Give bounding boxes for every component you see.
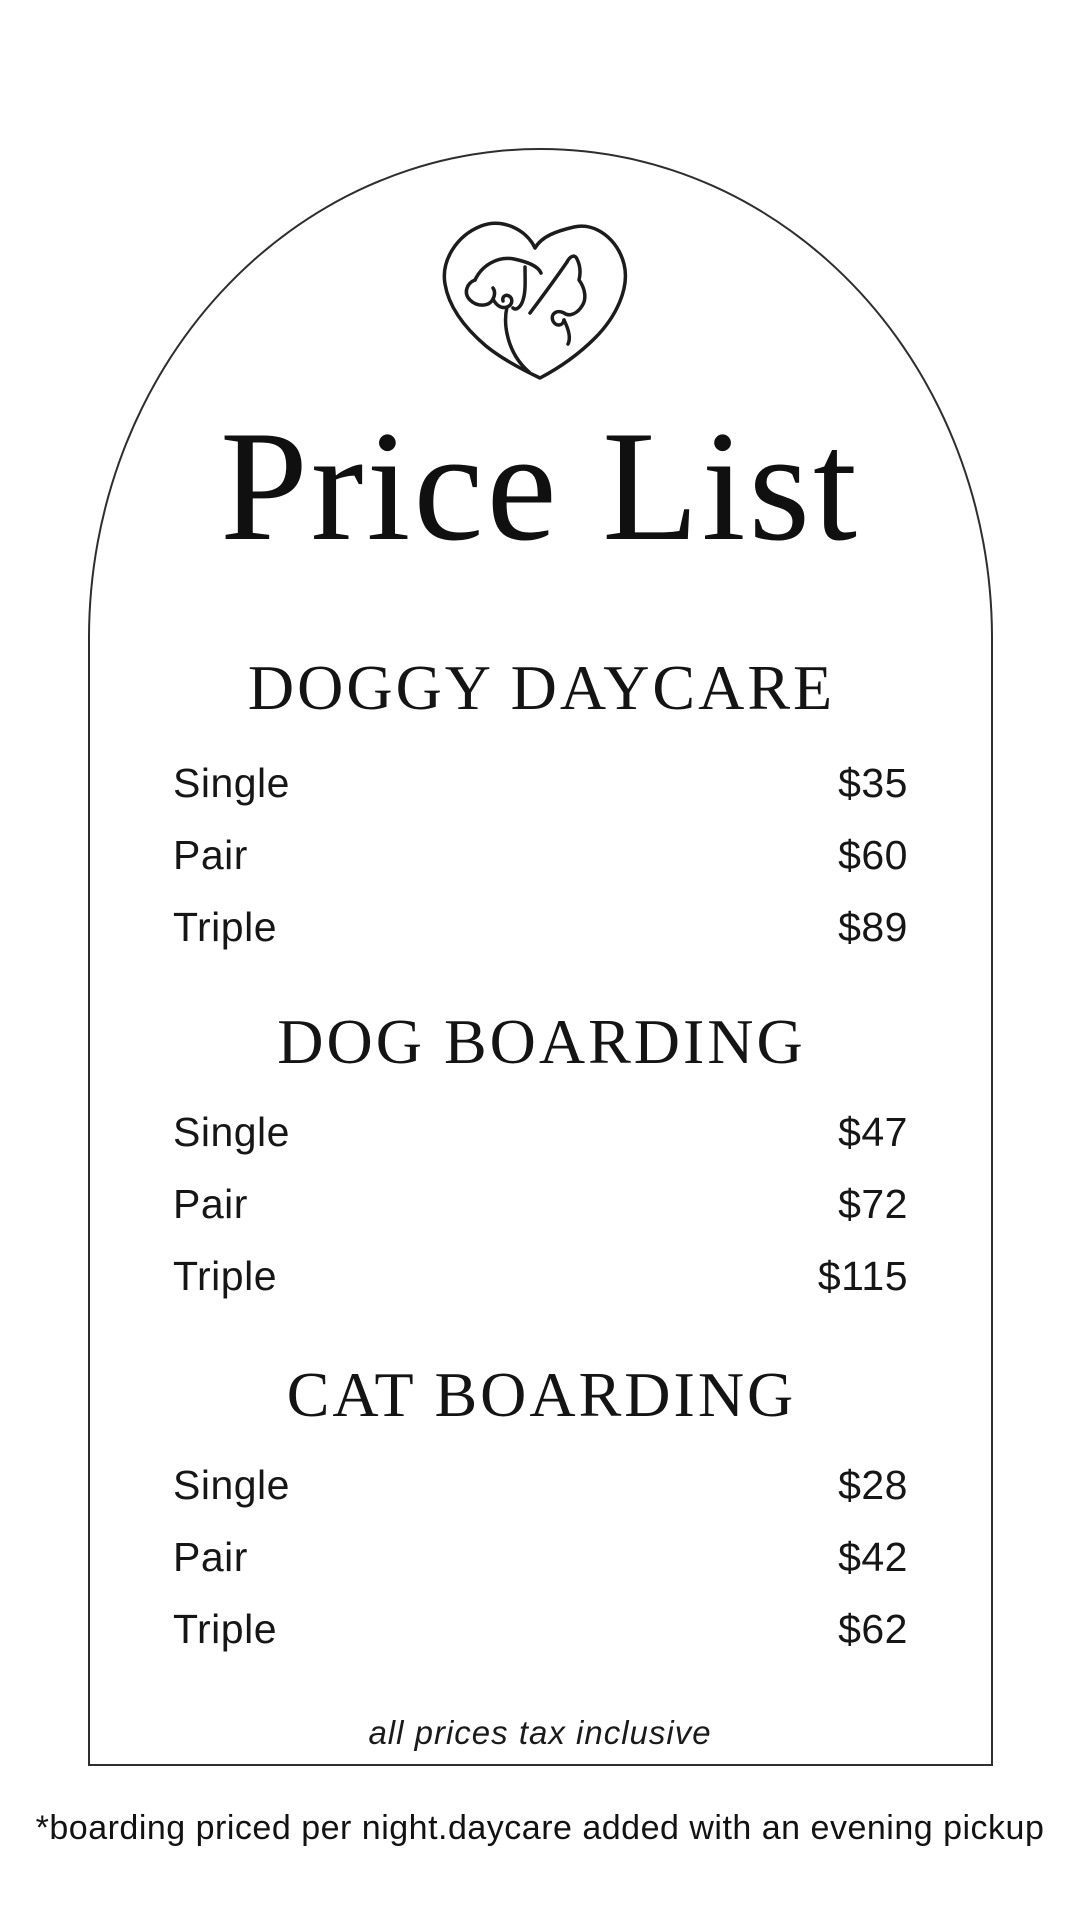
row-price: $28 xyxy=(838,1461,908,1508)
row-price: $47 xyxy=(838,1108,908,1155)
heart-dog-cat-logo-icon xyxy=(430,210,650,395)
row-label: Pair xyxy=(173,1533,248,1580)
row-price: $60 xyxy=(838,831,908,878)
table-row xyxy=(173,1593,908,1665)
row-label: Triple xyxy=(173,1605,277,1652)
row-label: Pair xyxy=(173,1180,248,1227)
table-row xyxy=(173,819,908,891)
row-price: $115 xyxy=(817,1252,908,1299)
section-heading-doggy-daycare: DOGGY DAYCARE xyxy=(247,652,836,723)
row-label: Triple xyxy=(173,1252,277,1299)
row-label: Pair xyxy=(173,831,248,878)
row-price: $42 xyxy=(838,1533,908,1580)
price-table-doggy-daycare xyxy=(173,747,908,963)
row-price: $35 xyxy=(838,759,908,806)
table-row xyxy=(173,1096,908,1168)
price-table-dog-boarding xyxy=(173,1096,908,1312)
table-row xyxy=(173,1521,908,1593)
price-table-cat-boarding xyxy=(173,1449,908,1665)
tax-inclusive-note: all prices tax inclusive xyxy=(368,1714,712,1751)
section-heading-cat-boarding: CAT BOARDING xyxy=(286,1359,797,1430)
boarding-footnote: *boarding priced per night.daycare added with an evening pickup xyxy=(35,1809,1045,1847)
table-row xyxy=(173,1449,908,1521)
row-label: Single xyxy=(173,1461,290,1508)
row-price: $62 xyxy=(838,1605,908,1652)
row-price: $72 xyxy=(838,1180,908,1227)
row-price: $89 xyxy=(838,903,908,950)
row-label: Single xyxy=(173,759,290,806)
section-heading-dog-boarding: DOG BOARDING xyxy=(277,1006,806,1077)
row-label: Triple xyxy=(173,903,277,950)
table-row xyxy=(173,1240,908,1312)
table-row xyxy=(173,1168,908,1240)
table-row xyxy=(173,891,908,963)
row-label: Single xyxy=(173,1108,290,1155)
page-title: Price List xyxy=(220,399,860,574)
table-row xyxy=(173,747,908,819)
